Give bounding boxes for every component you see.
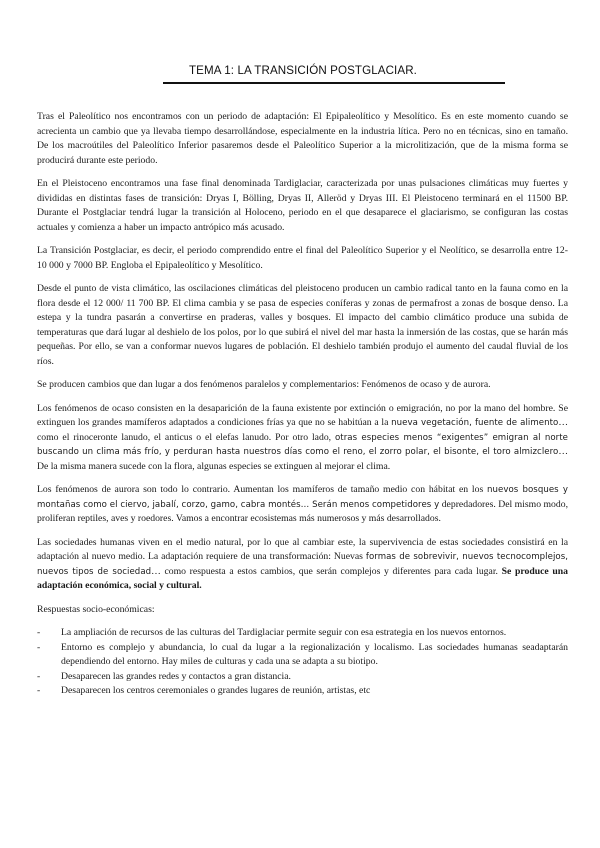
list-item-text: Desaparecen los centros ceremoniales o grandes lugares de reunión, artistas, etc — [61, 685, 371, 696]
aurora-text-1: Los fenómenos de aurora son todo lo contrario. Aumentan los mamíferos de tamaño medio con hábitat en los — [37, 484, 488, 495]
list-marker: - — [37, 627, 41, 638]
list-item — [37, 641, 568, 670]
sociedades-text-2: … como respuesta a estos cambios, que serán complejos y diferentes para cada lugar. — [151, 565, 502, 577]
list-item-text: Desaparecen las grandes redes y contactos a gran distancia. — [61, 670, 291, 682]
paragraph-transicion: La Transición Postglaciar, es decir, el periodo comprendido entre el final del Paleolítico Superior y el Neolítico, se desarrolla entre 12-10 000 y 7000 BP. Engloba el Epipaleolítico y Mesolítico. — [37, 245, 568, 271]
paragraph-ocaso — [37, 402, 568, 475]
respuestas-list — [37, 626, 568, 699]
paragraph-clima: Desde el punto de vista climático, las oscilaciones climáticas del pleistoceno producen un cambio radical tanto en la fauna como en la flora desde el 12 000/ 11 700 BP. El clima cambia y se pasa de especies coníferas y zonas de permafrost a zonas de bosque denso. La estepa y la tundra pasarán a convertirse en praderas, valles y bosques. El impacto del cambio climático produce una subida de temperaturas que dará lugar al deshielo de los polos, por lo que subirá el nivel del mar hasta la inmersión de las costas, que se harán más pequeñas. Por ello, se van a conformar nuevos lugares de población. El deshielo también produjo el aumento del caudal fluvial de los ríos. — [37, 283, 568, 367]
list-item — [37, 626, 568, 641]
title-block — [163, 64, 443, 78]
paragraph-sociedades — [37, 536, 568, 594]
list-marker: - — [37, 685, 41, 696]
ocaso-handwritten-1: nueva vegetación, fuente de alimento — [391, 418, 559, 428]
ocaso-handwritten-2: otras especies menos “exigentes” emigran al norte buscando un clima más frío, y perduran hasta nuestros días como el reno, el zorro polar, el bisonte, el toro almizclero — [37, 432, 569, 457]
list-marker: - — [37, 641, 41, 653]
document-body — [37, 110, 568, 699]
list-item — [37, 670, 568, 685]
sociedades-bold-conclusion: Se produce una adaptación económica, social y cultural. — [37, 565, 568, 591]
paragraph-fenomenos: Se producen cambios que dan lugar a dos fenómenos paralelos y complementarios: Fenómenos de ocaso y de aurora. — [37, 379, 491, 390]
title-underline — [163, 82, 505, 84]
list-item-text: Entorno es complejo y abundancia, lo cual da lugar a la regionalización y localismo. Las sociedades humanas seadaptarán dependiendo del entorno. Hay miles de culturas y cada una se adapta a su biotipo. — [61, 641, 568, 667]
page-title: TEMA 1: LA TRANSICIÓN POSTGLACIAR. — [188, 64, 418, 77]
aurora-handwritten-1: nuevos bosques y montañas como el ciervo, jabalí, corzo, gamo, cabra montés… Serán menos competidores y — [37, 485, 568, 510]
aurora-text-2: depredadores. Del mismo modo, proliferan reptiles, aves y roedores. Vamos a encontrar ecosistemas más numerosos y más desarrollados. — [37, 498, 568, 524]
paragraph-intro: Tras el Paleolítico nos encontramos con un periodo de adaptación: El Epipaleolítico y Mesolítico. Es en este momento cuando se acrecienta un cambio que ya llevaba tiempo desarrollándose, especialmente en la industria lítica. Pero no en técnicas, sino en tamaño. De los macroútiles del Paleolítico Inferior pasaremos desde el Paleolítico Superior a la microlitización, que de la misma forma se producirá durante este periodo. — [37, 111, 568, 166]
ocaso-text-3: … De la misma manera sucede con la flora, algunas especies se extinguen al mejorar el clima. — [37, 446, 568, 472]
list-item-text: La ampliación de recursos de las culturas del Tardiglaciar permite seguir con esa estrategia en los nuevos entornos. — [61, 627, 507, 638]
ocaso-text-1: Los fenómenos de ocaso consisten en la desaparición de la fauna existente por extinción o emigración, no por la mano del hombre. Se extinguen los grandes mamíferos adaptados a condiciones frías ya que no se habitúan a la — [37, 402, 568, 428]
sociedades-handwritten-1: formas de sobrevivir, nuevos tecnocomplejos, nuevos tipos de sociedad — [37, 552, 568, 577]
paragraph-aurora — [37, 483, 568, 527]
ocaso-text-2: … como el rinoceronte lanudo, el anticus o el elefas lanudo. Por otro lado, — [37, 417, 568, 443]
paragraph-respuestas-heading: Respuestas socio-económicas: — [37, 603, 155, 615]
paragraph-tardiglaciar: En el Pleistoceno encontramos una fase final denominada Tardiglaciar, caracterizada por unas pulsaciones climáticas muy fuertes y divididas en distintas fases de transición: Dryas I, Bölling, Dryas II, Alleröd y Dryas III. El Pleistoceno terminará en el 11500 BP. Durante el Postglaciar tendrá lugar la transición al Holoceno, periodo en el que desaparece el glaciarismo, se configuran las costas actuales y comienza a haber un impacto antrópico más acusado. — [37, 178, 568, 233]
sociedades-text-1: Las sociedades humanas viven en el medio natural, por lo que al cambiar este, la supervivencia de estas sociedades consistirá en la adaptación al nuevo medio. La adaptación requiere de una transformación: Nuevas — [37, 536, 568, 562]
list-item — [37, 684, 568, 699]
list-marker: - — [37, 670, 41, 682]
